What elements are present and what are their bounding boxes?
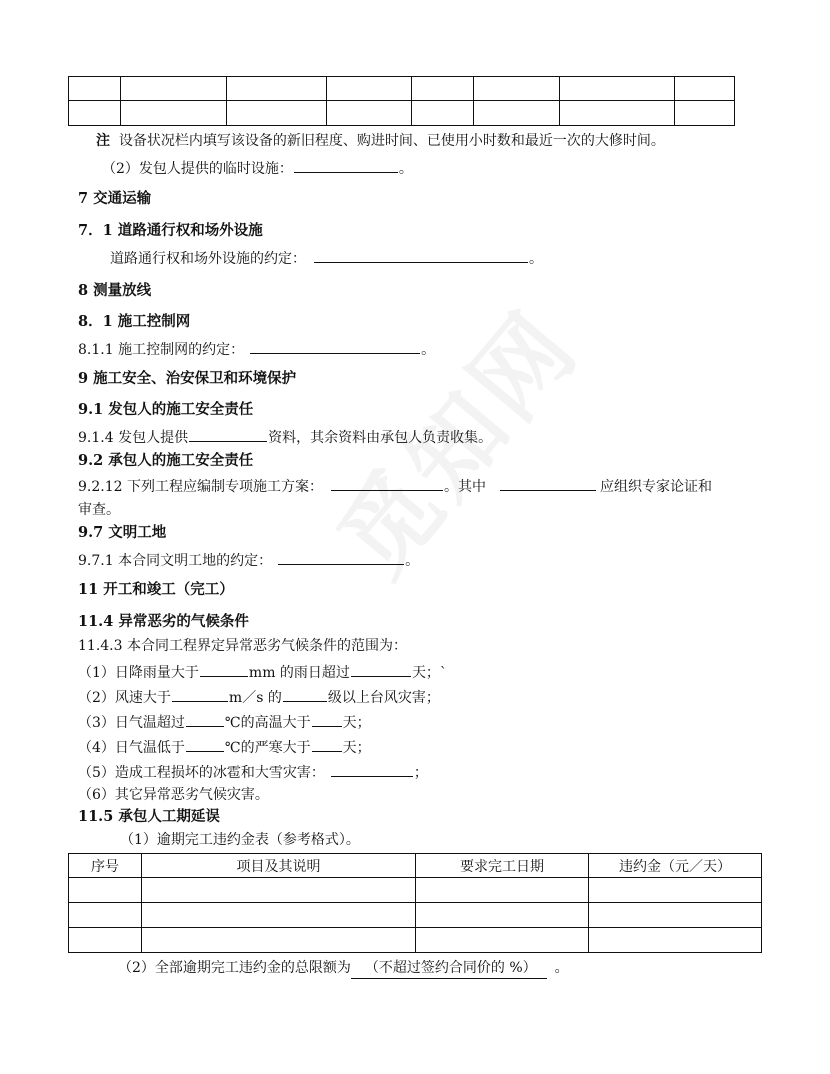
blank-field [314,247,528,263]
table-cell [142,878,416,903]
table-cell [474,77,560,101]
period: 。 [554,960,569,976]
table-cell [69,928,142,953]
road-rights-label: 道路通行权和场外设施的约定： [110,251,306,267]
table-cell [675,77,735,101]
column-header-penalty: 违约金（元／天） [589,854,762,878]
blank-field [500,475,596,491]
table-cell [69,903,142,928]
weather-intro: 11.4.3 本合同工程界定异常恶劣气候条件的范围为： [78,638,407,654]
table-row [69,878,762,903]
employer-docs-post: 资料，其余资料由承包人负责收集。 [268,430,493,446]
table-cell [589,928,762,953]
weather-condition-2 [78,686,440,708]
weather-condition-6: （6）其它异常恶劣气候灾害。 [78,787,269,803]
column-header-item: 项目及其说明 [142,854,416,878]
blank-field [278,549,404,565]
blank-field [351,661,411,677]
blank-field [189,426,267,442]
condition-text: mm 的雨日超过 [248,665,350,681]
table-cell [327,77,412,101]
column-header-date: 要求完工日期 [416,854,589,878]
section-9-2-title: 9.2 承包人的施工安全责任 [78,452,254,469]
section-11-4-title: 11.4 异常恶劣的气候条件 [78,613,249,630]
condition-text: （1）日降雨量大于 [78,665,199,681]
special-plan-line [78,475,712,497]
control-net-label: 8.1.1 施工控制网的约定： [78,342,245,358]
weather-condition-5 [78,761,428,783]
equipment-table [68,76,735,126]
table-cell [142,928,416,953]
weather-condition-3 [78,711,371,733]
blank-field [283,686,327,702]
note-text: 设备状况栏内填写该设备的新旧程度、购进时间、已使用小时数和最近一次的大修时间。 [118,133,665,149]
section-9-title: 9 施工安全、治安保卫和环境保护 [78,370,297,387]
table-cell [589,878,762,903]
period: 。 [398,161,413,177]
section-8-1-title: 8．1 施工控制网 [78,313,191,330]
table-cell [142,903,416,928]
period: 。 [529,251,543,267]
condition-text: ； [413,765,428,781]
penalty-table-caption: （1）逾期完工违约金表（参考格式）。 [120,832,360,848]
table-cell [327,101,412,126]
condition-text: 天； [342,740,371,756]
blank-field [294,157,398,173]
special-plan-post: 应组织专家论证和 [599,479,712,495]
blank-field [331,475,443,491]
penalty-limit-line [118,958,569,979]
section-11-title: 11 开工和竣工（完工） [78,581,234,598]
road-rights-line [110,247,543,269]
table-cell [121,77,227,101]
table-cell [227,101,327,126]
table-cell [412,77,474,101]
weather-condition-4 [78,736,371,758]
blank-field [312,711,342,727]
penalty-limit-label: （2）全部逾期完工违约金的总限额为 [118,960,351,976]
condition-text: 天； [342,715,371,731]
condition-text: （3）日气温超过 [78,715,185,731]
section-8-title: 8 测量放线 [78,282,152,299]
table-cell [560,101,675,126]
table-cell [474,101,560,126]
note [96,131,665,151]
table-cell [560,77,675,101]
table-header-row [69,854,762,878]
blank-field [250,338,420,354]
condition-text: ℃的高温大于 [224,715,311,731]
table-row [69,101,735,126]
column-header-seq: 序号 [69,854,142,878]
blank-field [186,711,224,727]
blank-field [172,686,228,702]
table-cell [675,101,735,126]
table-cell [69,878,142,903]
table-cell [589,903,762,928]
condition-text: （5）造成工程损坏的冰雹和大雪灾害： [78,765,325,781]
employer-docs-line [78,426,492,448]
table-cell [412,101,474,126]
special-plan-mid: 。其中 [443,479,486,495]
table-cell [121,101,227,126]
condition-text: 级以上台风灾害； [327,690,440,706]
temp-facilities-label: （2）发包人提供的临时设施： [102,161,293,177]
blank-field [331,761,413,777]
section-9-7-title: 9.7 文明工地 [78,524,167,541]
weather-condition-1 [78,661,447,683]
section-7-title: 7 交通运输 [78,190,152,207]
condition-text: （4）日气温低于 [78,740,185,756]
control-net-line [78,338,435,360]
note-label: 注 [96,133,110,149]
temp-facilities [102,157,413,179]
special-plan-pre: 9.2.12 下列工程应编制专项施工方案： [78,479,323,495]
section-11-5-title: 11.5 承包人工期延误 [78,808,220,825]
penalty-table [68,853,762,953]
civilized-site-label: 9.7.1 本合同文明工地的约定： [78,553,273,569]
condition-text: ℃的严寒大于 [224,740,311,756]
condition-text: （2）风速大于 [78,690,171,706]
blank-field [200,661,248,677]
blank-field [186,736,224,752]
table-row [69,903,762,928]
penalty-limit-fill: （不超过签约合同价的 %） [351,958,547,979]
civilized-site-line [78,549,419,571]
table-cell [69,101,121,126]
table-cell [416,903,589,928]
period: 。 [405,553,420,569]
table-row [69,928,762,953]
table-cell [69,77,121,101]
special-plan-cont: 审查。 [78,502,120,518]
table-cell [416,878,589,903]
table-cell [227,77,327,101]
condition-text: 天；` [411,665,447,681]
condition-text: m／s 的 [228,690,282,706]
section-7-1-title: 7．1 道路通行权和场外设施 [78,222,263,239]
blank-field [312,736,342,752]
table-row [69,77,735,101]
employer-docs-pre: 9.1.4 发包人提供 [78,430,189,446]
period: 。 [421,342,436,358]
table-cell [416,928,589,953]
section-9-1-title: 9.1 发包人的施工安全责任 [78,401,254,418]
